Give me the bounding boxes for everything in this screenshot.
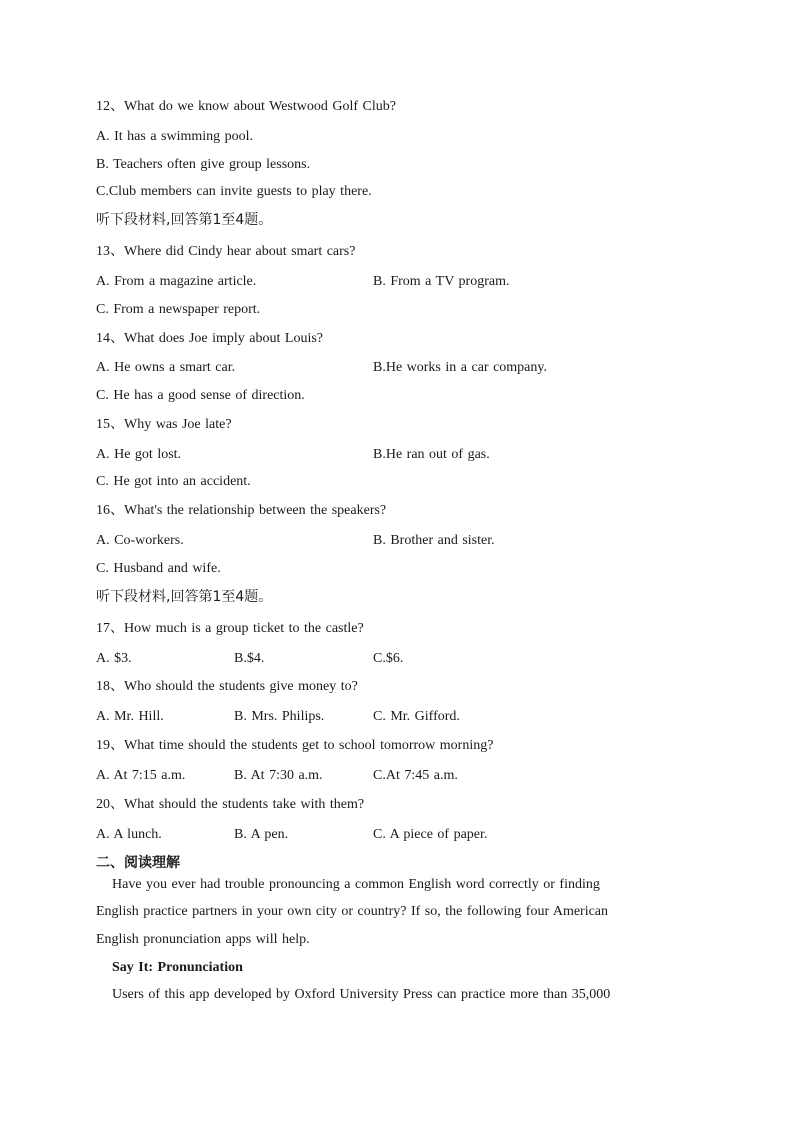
q13-option-b: B. From a TV program. (373, 274, 510, 289)
q17-option-a: A. $3. (96, 651, 132, 666)
q19-option-c: C.At 7:45 a.m. (373, 768, 458, 783)
q12-option-b: B. Teachers often give group lessons. (96, 157, 311, 172)
passage-intro-line-2: English practice partners in your own city or country? If so, the following four American (96, 904, 609, 919)
q18-option-a: A. Mr. Hill. (96, 709, 164, 724)
q18-options-row (0, 708, 794, 726)
q19-options-row (0, 767, 794, 785)
question-15: 15、Why was Joe late? (96, 417, 232, 432)
question-16: 16、What's the relationship between the speakers? (96, 503, 387, 518)
section-heading: 二、阅读理解 (96, 855, 180, 871)
listening-instruction: 听下段材料,回答第1至4题。 (96, 589, 273, 605)
question-19: 19、What time should the students get to school tomorrow morning? (96, 738, 494, 753)
question-14: 14、What does Joe imply about Louis? (96, 331, 324, 346)
q15-option-a: A. He got lost. (96, 447, 182, 462)
passage-paragraph-line-1: Users of this app developed by Oxford University Press can practice more than 35,000 (112, 987, 611, 1002)
q17-option-c: C.$6. (373, 651, 404, 666)
q20-option-b: B. A pen. (234, 827, 289, 842)
question-18: 18、Who should the students give money to? (96, 679, 358, 694)
q19-option-a: A. At 7:15 a.m. (96, 768, 186, 783)
passage-intro-line-3: English pronunciation apps will help. (96, 932, 310, 947)
q16-option-b: B. Brother and sister. (373, 533, 495, 548)
q16-option-a: A. Co-workers. (96, 533, 184, 548)
q17-option-b: B.$4. (234, 651, 265, 666)
q20-option-a: A. A lunch. (96, 827, 162, 842)
q12-option-a: A. It has a swimming pool. (96, 129, 254, 144)
q13-option-a: A. From a magazine article. (96, 274, 257, 289)
q19-option-b: B. At 7:30 a.m. (234, 768, 323, 783)
question-13: 13、Where did Cindy hear about smart cars? (96, 244, 356, 259)
q14-option-c: C. He has a good sense of direction. (96, 388, 305, 403)
question-12: 12、What do we know about Westwood Golf Club? (96, 99, 396, 114)
passage-subheading: Say It: Pronunciation (112, 960, 243, 975)
listening-instruction: 听下段材料,回答第1至4题。 (96, 212, 273, 228)
q15-option-b: B.He ran out of gas. (373, 447, 490, 462)
q20-options-row (0, 826, 794, 844)
passage-intro-line-1: Have you ever had trouble pronouncing a common English word correctly or finding (112, 877, 600, 892)
q15-option-c: C. He got into an accident. (96, 474, 251, 489)
question-20: 20、What should the students take with them? (96, 797, 365, 812)
q18-option-b: B. Mrs. Philips. (234, 709, 325, 724)
q17-options-row (0, 650, 794, 668)
q20-option-c: C. A piece of paper. (373, 827, 488, 842)
q18-option-c: C. Mr. Gifford. (373, 709, 460, 724)
q14-option-a: A. He owns a smart car. (96, 360, 236, 375)
q12-option-c: C.Club members can invite guests to play there. (96, 184, 372, 199)
question-17: 17、How much is a group ticket to the castle? (96, 621, 364, 636)
q14-option-b: B.He works in a car company. (373, 360, 547, 375)
q16-option-c: C. Husband and wife. (96, 561, 221, 576)
q13-option-c: C. From a newspaper report. (96, 302, 261, 317)
